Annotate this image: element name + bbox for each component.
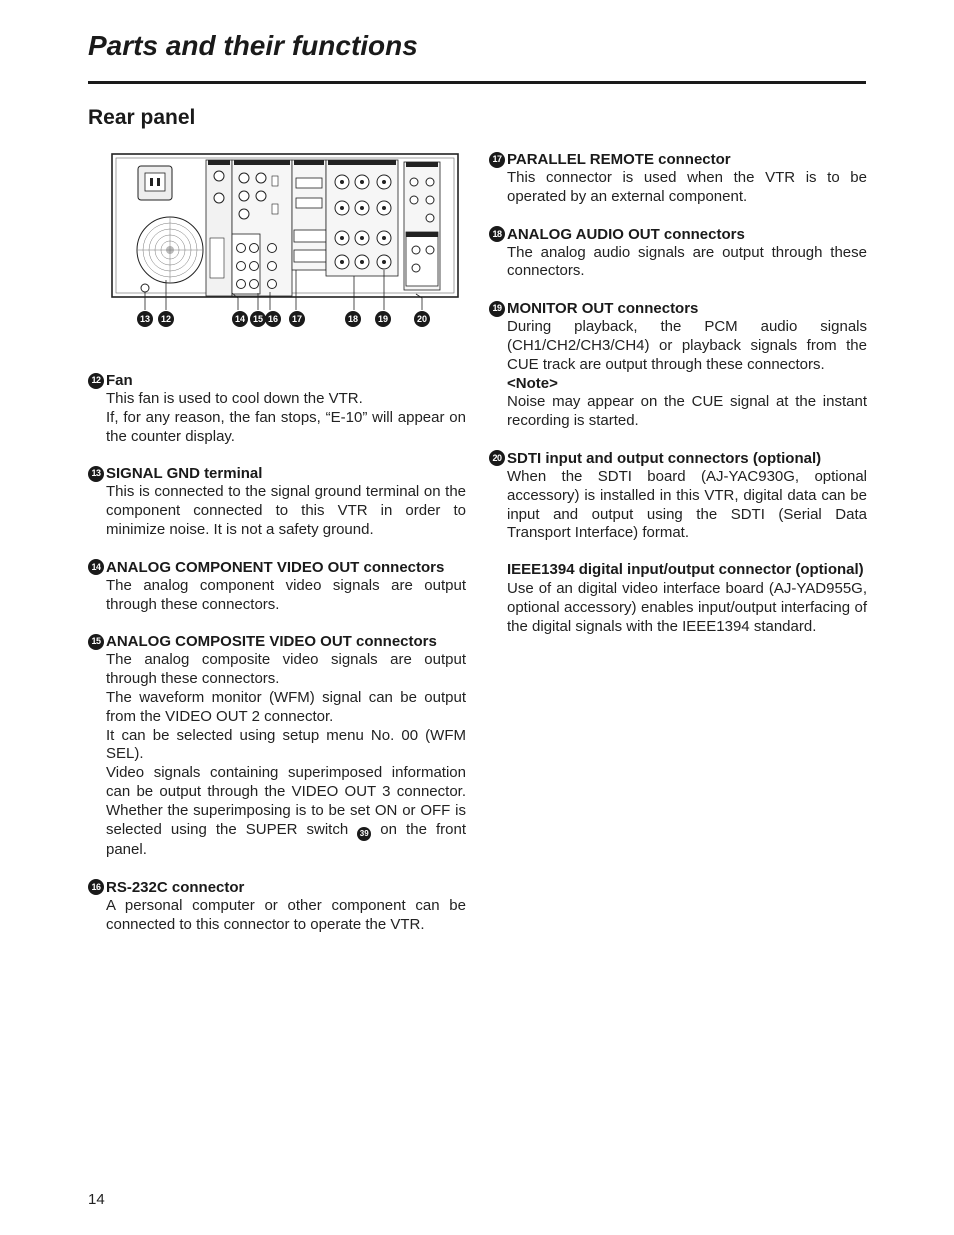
callout-13	[137, 311, 153, 327]
callout-12	[158, 311, 174, 327]
item-number: 17	[489, 152, 505, 168]
item-number: 16	[88, 879, 104, 895]
item-paragraph: A personal computer or other component can be connected to this connector to operate the VTR.	[106, 896, 466, 933]
sub-heading: IEEE1394 digital input/output connector (optional)	[507, 561, 864, 579]
callout-19	[375, 311, 391, 327]
item-title: Fan	[106, 372, 133, 389]
item-rs232c	[88, 878, 466, 935]
rear-panel-illustration	[110, 152, 460, 332]
item-title: ANALOG AUDIO OUT connectors	[507, 225, 745, 243]
item-number: 13	[88, 466, 104, 482]
item-paragraph: It can be selected using setup menu No. 00 (WFM SEL).	[106, 726, 466, 763]
item-title: PARALLEL REMOTE connector	[507, 151, 731, 168]
item-analog-audio-out	[489, 225, 867, 282]
svg-text:19: 19	[377, 314, 389, 324]
reference-number: 39	[357, 827, 371, 841]
item-paragraph: The analog audio signals are output through these connectors.	[507, 243, 867, 280]
item-title: MONITOR OUT connectors	[507, 300, 699, 318]
item-number: 18	[489, 226, 505, 242]
callout-17	[289, 311, 305, 327]
item-paragraph: When the SDTI board (AJ-YAC930G, optional accessory) is installed in this VTR, digital data can be input and output using the SDTI (Serial Data Transport Interface) format.	[507, 467, 867, 542]
item-paragraph: This is connected to the signal ground terminal on the component connected to this VTR in order to minimize noise. It is not a safety ground.	[106, 483, 466, 538]
item-number: 12	[88, 373, 104, 389]
item-paragraph: The analog component video signals are output through these connectors.	[106, 576, 466, 613]
item-composite-video-out	[88, 632, 466, 859]
item-title: RS-232C connector	[106, 878, 245, 896]
item-paragraph: Use of an digital video interface board (AJ-YAD955G, optional accessory) enables input/output interfacing of the digital signals with the IEEE1394 standard.	[507, 579, 867, 635]
item-component-video-out	[88, 558, 466, 615]
note-heading: <Note>	[507, 374, 558, 392]
item-sdti	[489, 449, 867, 636]
item-number: 14	[88, 559, 104, 575]
rear-panel-figure	[110, 152, 460, 332]
item-paragraph: If, for any reason, the fan stops, “E-10” will appear on the counter display.	[106, 408, 466, 445]
svg-text:15: 15	[252, 314, 264, 324]
svg-text:16: 16	[267, 314, 279, 324]
title-rule	[88, 81, 866, 84]
section-title: Rear panel	[88, 106, 196, 129]
svg-text:14: 14	[234, 314, 246, 324]
item-title: ANALOG COMPONENT VIDEO OUT connectors	[106, 558, 445, 576]
right-column	[489, 150, 867, 654]
item-title: SDTI input and output connectors (optional)	[507, 449, 822, 467]
item-monitor-out	[489, 299, 867, 431]
callout-20	[414, 311, 430, 327]
callout-15	[250, 311, 266, 327]
item-paragraph: This fan is used to cool down the VTR.	[106, 390, 363, 407]
item-fan	[88, 371, 466, 446]
item-title: ANALOG COMPOSITE VIDEO OUT connectors	[106, 633, 437, 651]
item-number: 15	[88, 634, 104, 650]
callout-16	[265, 311, 281, 327]
svg-text:17: 17	[291, 314, 303, 324]
left-column	[88, 371, 466, 952]
svg-text:13: 13	[139, 314, 151, 324]
item-paragraph: Video signals containing superimposed information can be output through the VIDEO OUT 3 connector. Whether the superimposing is to be set ON or OFF is selected using the SUPER switch 39 on the front panel.	[106, 764, 466, 858]
item-number: 19	[489, 301, 505, 317]
item-paragraph: The waveform monitor (WFM) signal can be output from the VIDEO OUT 2 connector.	[106, 688, 466, 725]
item-paragraph: During playback, the PCM audio signals (CH1/CH2/CH3/CH4) or playback signals from the CUE track are output through these connectors.	[507, 318, 867, 373]
note-text: Noise may appear on the CUE signal at the instant recording is started.	[507, 393, 867, 430]
item-paragraph: The analog composite video signals are output through these connectors.	[106, 651, 466, 688]
item-parallel-remote	[489, 150, 867, 207]
callout-14	[232, 311, 248, 327]
page-title: Parts and their functions	[88, 30, 418, 61]
item-paragraph: This connector is used when the VTR is to be operated by an external component.	[507, 169, 867, 205]
svg-text:18: 18	[347, 314, 359, 324]
fan-grille	[137, 217, 203, 283]
svg-text:20: 20	[416, 314, 428, 324]
callout-18	[345, 311, 361, 327]
item-signal-gnd	[88, 464, 466, 539]
item-number: 20	[489, 450, 505, 466]
item-title: SIGNAL GND terminal	[106, 465, 263, 483]
page-number: 14	[88, 1191, 105, 1208]
svg-text:12: 12	[160, 314, 172, 324]
